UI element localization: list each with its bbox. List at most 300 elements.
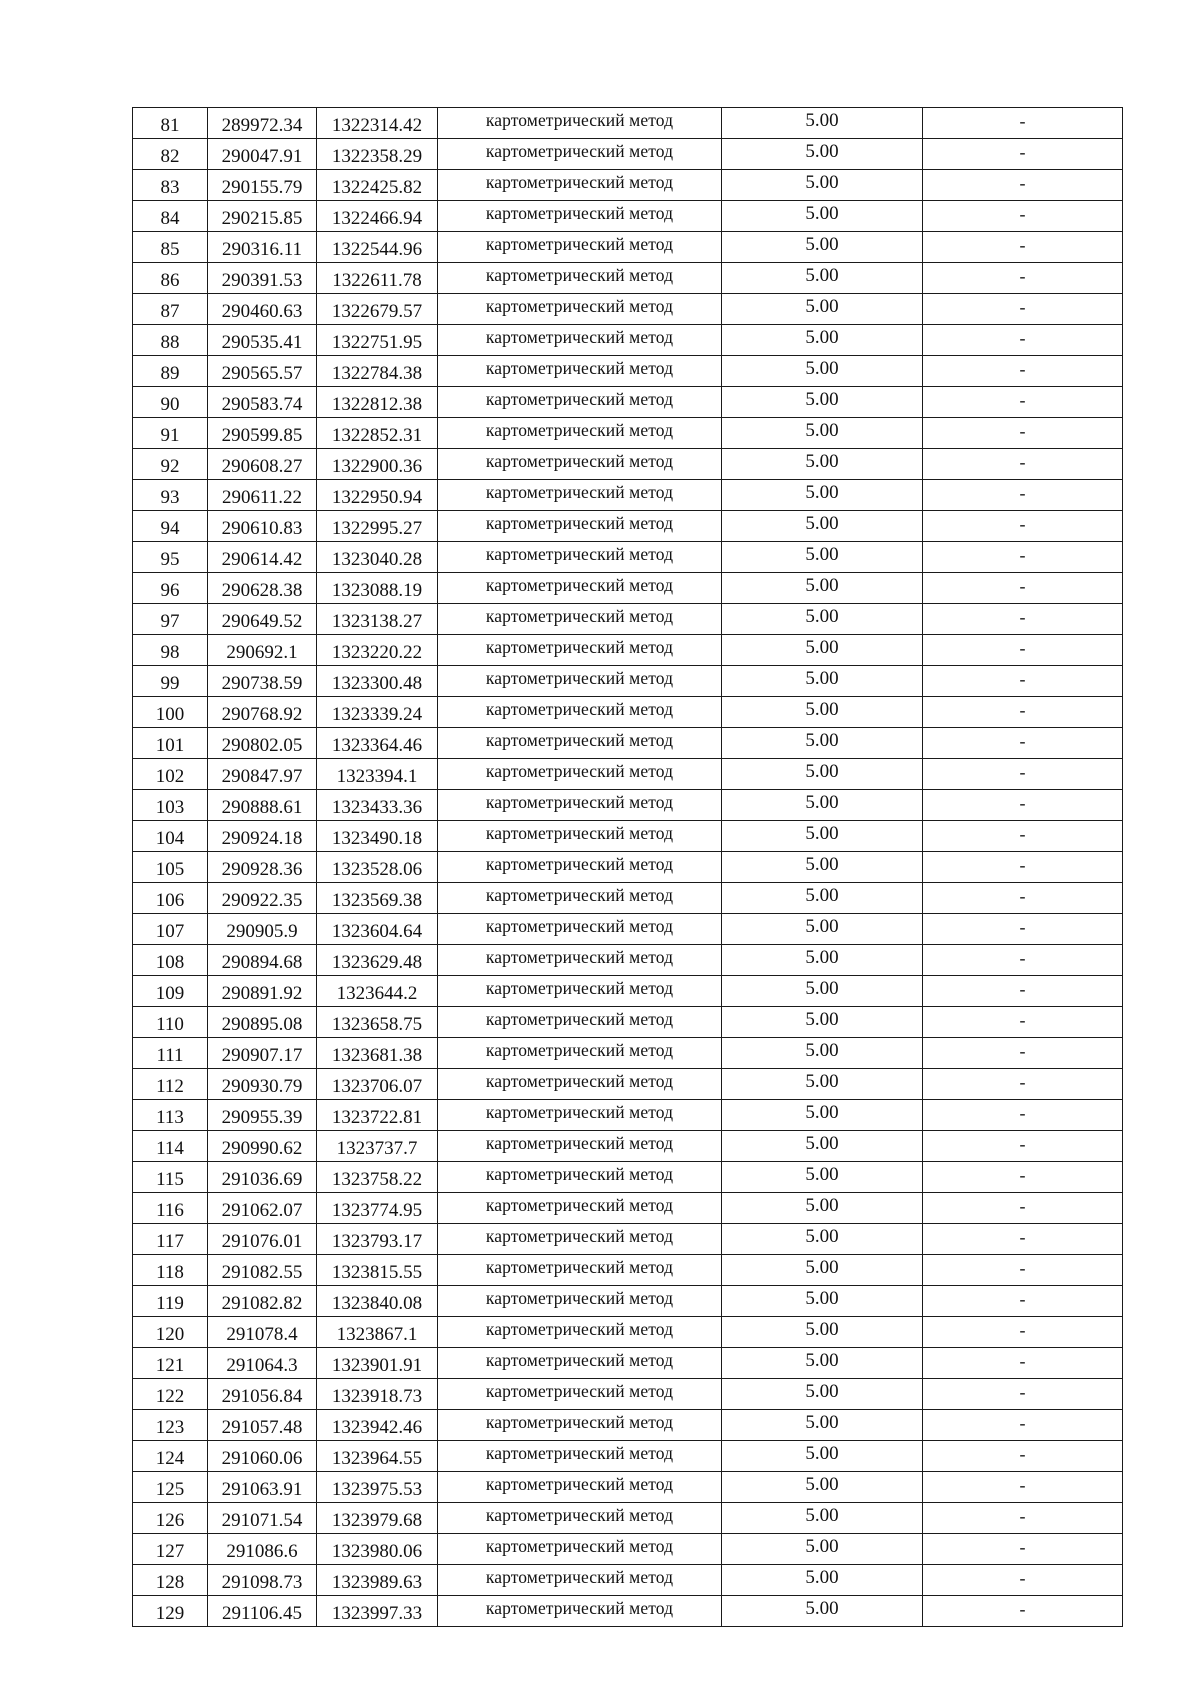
- cell-text: 5.00: [805, 1380, 839, 1402]
- x-coordinate-cell: [208, 883, 317, 914]
- point-number-cell: [133, 1131, 208, 1162]
- cell-text: 1323867.1: [336, 1323, 418, 1345]
- cell-text: 1322358.29: [331, 145, 423, 167]
- note-cell: [923, 1534, 1123, 1565]
- table-row: [133, 976, 1123, 1007]
- note-cell: [923, 976, 1123, 1007]
- cell-text: 5.00: [805, 1349, 839, 1371]
- x-coordinate-cell: [208, 1534, 317, 1565]
- point-number-cell: [133, 1100, 208, 1131]
- note-cell: [923, 1007, 1123, 1038]
- table-row: [133, 1472, 1123, 1503]
- table-row: [133, 914, 1123, 945]
- note-cell: [923, 418, 1123, 449]
- cell-text: 290614.42: [221, 548, 303, 570]
- cell-text: картометрический метод: [485, 575, 674, 596]
- accuracy-cell: [722, 1441, 923, 1472]
- note-cell: [923, 790, 1123, 821]
- method-cell: [438, 1596, 722, 1627]
- cell-text: картометрический метод: [485, 234, 674, 255]
- accuracy-cell: [722, 914, 923, 945]
- cell-text: 1323840.08: [331, 1292, 423, 1314]
- x-coordinate-cell: [208, 1069, 317, 1100]
- accuracy-cell: [722, 1410, 923, 1441]
- note-cell: [923, 1596, 1123, 1627]
- point-number-cell: [133, 511, 208, 542]
- table-row: [133, 263, 1123, 294]
- x-coordinate-cell: [208, 635, 317, 666]
- note-cell: [923, 883, 1123, 914]
- cell-text: -: [1019, 452, 1026, 472]
- cell-text: 1323706.07: [331, 1075, 423, 1097]
- cell-text: картометрический метод: [485, 172, 674, 193]
- y-coordinate-cell: [317, 635, 438, 666]
- cell-text: картометрический метод: [485, 916, 674, 937]
- cell-text: 1323658.75: [331, 1013, 423, 1035]
- cell-text: -: [1019, 173, 1026, 193]
- cell-text: 1323364.46: [331, 734, 423, 756]
- cell-text: 93: [160, 486, 180, 508]
- accuracy-cell: [722, 418, 923, 449]
- x-coordinate-cell: [208, 201, 317, 232]
- y-coordinate-cell: [317, 542, 438, 573]
- cell-text: картометрический метод: [485, 699, 674, 720]
- point-number-cell: [133, 635, 208, 666]
- method-cell: [438, 294, 722, 325]
- table-row: [133, 697, 1123, 728]
- cell-text: 122: [155, 1385, 185, 1407]
- cell-text: 113: [156, 1106, 184, 1128]
- cell-text: -: [1019, 111, 1026, 131]
- accuracy-cell: [722, 201, 923, 232]
- method-cell: [438, 1317, 722, 1348]
- cell-text: 85: [160, 238, 180, 260]
- point-number-cell: [133, 728, 208, 759]
- cell-text: 5.00: [805, 512, 839, 534]
- accuracy-cell: [722, 1286, 923, 1317]
- cell-text: 1323339.24: [331, 703, 423, 725]
- cell-text: 290316.11: [221, 238, 303, 260]
- cell-text: 5.00: [805, 574, 839, 596]
- point-number-cell: [133, 170, 208, 201]
- method-cell: [438, 1348, 722, 1379]
- cell-text: 82: [160, 145, 180, 167]
- cell-text: 5.00: [805, 357, 839, 379]
- method-cell: [438, 1503, 722, 1534]
- cell-text: 5.00: [805, 853, 839, 875]
- cell-text: 108: [155, 951, 185, 973]
- cell-text: 1322900.36: [331, 455, 423, 477]
- cell-text: 5.00: [805, 1504, 839, 1526]
- cell-text: -: [1019, 1537, 1026, 1557]
- table-row: [133, 821, 1123, 852]
- y-coordinate-cell: [317, 232, 438, 263]
- note-cell: [923, 1503, 1123, 1534]
- method-cell: [438, 1565, 722, 1596]
- cell-text: 5.00: [805, 1101, 839, 1123]
- method-cell: [438, 232, 722, 263]
- cell-text: -: [1019, 328, 1026, 348]
- cell-text: 1322544.96: [331, 238, 423, 260]
- cell-text: 290930.79: [221, 1075, 303, 1097]
- accuracy-cell: [722, 170, 923, 201]
- point-number-cell: [133, 1193, 208, 1224]
- y-coordinate-cell: [317, 1131, 438, 1162]
- note-cell: [923, 1410, 1123, 1441]
- cell-text: 5.00: [805, 140, 839, 162]
- table-row: [133, 1503, 1123, 1534]
- accuracy-cell: [722, 356, 923, 387]
- x-coordinate-cell: [208, 728, 317, 759]
- method-cell: [438, 511, 722, 542]
- cell-text: -: [1019, 1506, 1026, 1526]
- y-coordinate-cell: [317, 1565, 438, 1596]
- y-coordinate-cell: [317, 1441, 438, 1472]
- method-cell: [438, 1410, 722, 1441]
- cell-text: 5.00: [805, 481, 839, 503]
- point-number-cell: [133, 1565, 208, 1596]
- y-coordinate-cell: [317, 1255, 438, 1286]
- note-cell: [923, 325, 1123, 356]
- cell-text: -: [1019, 979, 1026, 999]
- cell-text: -: [1019, 669, 1026, 689]
- y-coordinate-cell: [317, 666, 438, 697]
- y-coordinate-cell: [317, 387, 438, 418]
- accuracy-cell: [722, 821, 923, 852]
- point-number-cell: [133, 480, 208, 511]
- cell-text: -: [1019, 1196, 1026, 1216]
- x-coordinate-cell: [208, 1038, 317, 1069]
- point-number-cell: [133, 1472, 208, 1503]
- coordinates-table-body: [133, 108, 1123, 1627]
- cell-text: 124: [155, 1447, 185, 1469]
- cell-text: 88: [160, 331, 180, 353]
- point-number-cell: [133, 604, 208, 635]
- point-number-cell: [133, 666, 208, 697]
- cell-text: 100: [155, 703, 185, 725]
- cell-text: 1323629.48: [331, 951, 423, 973]
- point-number-cell: [133, 1317, 208, 1348]
- table-row: [133, 728, 1123, 759]
- cell-text: 290610.83: [221, 517, 303, 539]
- note-cell: [923, 635, 1123, 666]
- accuracy-cell: [722, 573, 923, 604]
- cell-text: 5.00: [805, 1318, 839, 1340]
- cell-text: 5.00: [805, 915, 839, 937]
- cell-text: 128: [155, 1571, 185, 1593]
- cell-text: картометрический метод: [485, 854, 674, 875]
- y-coordinate-cell: [317, 139, 438, 170]
- x-coordinate-cell: [208, 914, 317, 945]
- accuracy-cell: [722, 1534, 923, 1565]
- accuracy-cell: [722, 325, 923, 356]
- x-coordinate-cell: [208, 790, 317, 821]
- cell-text: 290599.85: [221, 424, 303, 446]
- note-cell: [923, 852, 1123, 883]
- x-coordinate-cell: [208, 1441, 317, 1472]
- x-coordinate-cell: [208, 418, 317, 449]
- note-cell: [923, 1162, 1123, 1193]
- accuracy-cell: [722, 542, 923, 573]
- cell-text: 123: [155, 1416, 185, 1438]
- cell-text: 5.00: [805, 977, 839, 999]
- point-number-cell: [133, 1410, 208, 1441]
- cell-text: 118: [156, 1261, 184, 1283]
- table-row: [133, 387, 1123, 418]
- note-cell: [923, 1441, 1123, 1472]
- y-coordinate-cell: [317, 480, 438, 511]
- cell-text: 1322812.38: [331, 393, 423, 415]
- table-row: [133, 604, 1123, 635]
- cell-text: -: [1019, 886, 1026, 906]
- cell-text: 106: [155, 889, 185, 911]
- cell-text: 291060.06: [221, 1447, 303, 1469]
- method-cell: [438, 263, 722, 294]
- table-row: [133, 1441, 1123, 1472]
- point-number-cell: [133, 1286, 208, 1317]
- cell-text: -: [1019, 266, 1026, 286]
- cell-text: 120: [155, 1323, 185, 1345]
- cell-text: 5.00: [805, 202, 839, 224]
- table-row: [133, 1255, 1123, 1286]
- cell-text: 5.00: [805, 233, 839, 255]
- cell-text: 5.00: [805, 1535, 839, 1557]
- point-number-cell: [133, 325, 208, 356]
- cell-text: 96: [160, 579, 180, 601]
- cell-text: 1323758.22: [331, 1168, 423, 1190]
- cell-text: 291082.82: [221, 1292, 303, 1314]
- cell-text: -: [1019, 235, 1026, 255]
- x-coordinate-cell: [208, 759, 317, 790]
- accuracy-cell: [722, 108, 923, 139]
- cell-text: 117: [156, 1230, 184, 1252]
- note-cell: [923, 449, 1123, 480]
- point-number-cell: [133, 1534, 208, 1565]
- cell-text: -: [1019, 1041, 1026, 1061]
- cell-text: 1323989.63: [331, 1571, 423, 1593]
- accuracy-cell: [722, 728, 923, 759]
- accuracy-cell: [722, 1348, 923, 1379]
- y-coordinate-cell: [317, 108, 438, 139]
- cell-text: -: [1019, 1599, 1026, 1619]
- y-coordinate-cell: [317, 1503, 438, 1534]
- table-row: [133, 1131, 1123, 1162]
- x-coordinate-cell: [208, 325, 317, 356]
- cell-text: 5.00: [805, 698, 839, 720]
- y-coordinate-cell: [317, 263, 438, 294]
- cell-text: 291071.54: [221, 1509, 303, 1531]
- note-cell: [923, 263, 1123, 294]
- accuracy-cell: [722, 480, 923, 511]
- point-number-cell: [133, 542, 208, 573]
- cell-text: 291056.84: [221, 1385, 303, 1407]
- table-row: [133, 635, 1123, 666]
- cell-text: 291078.4: [226, 1323, 298, 1345]
- cell-text: -: [1019, 1382, 1026, 1402]
- y-coordinate-cell: [317, 1193, 438, 1224]
- y-coordinate-cell: [317, 976, 438, 1007]
- cell-text: 5.00: [805, 667, 839, 689]
- x-coordinate-cell: [208, 1317, 317, 1348]
- cell-text: 116: [156, 1199, 184, 1221]
- table-row: [133, 170, 1123, 201]
- accuracy-cell: [722, 604, 923, 635]
- table-row: [133, 883, 1123, 914]
- x-coordinate-cell: [208, 232, 317, 263]
- x-coordinate-cell: [208, 263, 317, 294]
- cell-text: 5.00: [805, 1194, 839, 1216]
- y-coordinate-cell: [317, 728, 438, 759]
- cell-text: картометрический метод: [485, 668, 674, 689]
- accuracy-cell: [722, 1162, 923, 1193]
- y-coordinate-cell: [317, 1100, 438, 1131]
- cell-text: 5.00: [805, 326, 839, 348]
- x-coordinate-cell: [208, 1503, 317, 1534]
- cell-text: картометрический метод: [485, 1319, 674, 1340]
- method-cell: [438, 573, 722, 604]
- cell-text: -: [1019, 1103, 1026, 1123]
- y-coordinate-cell: [317, 1286, 438, 1317]
- cell-text: 99: [160, 672, 180, 694]
- cell-text: картометрический метод: [485, 327, 674, 348]
- note-cell: [923, 542, 1123, 573]
- cell-text: -: [1019, 359, 1026, 379]
- cell-text: -: [1019, 297, 1026, 317]
- y-coordinate-cell: [317, 790, 438, 821]
- accuracy-cell: [722, 1131, 923, 1162]
- note-cell: [923, 232, 1123, 263]
- note-cell: [923, 1100, 1123, 1131]
- cell-text: -: [1019, 1289, 1026, 1309]
- table-row: [133, 108, 1123, 139]
- cell-text: 5.00: [805, 388, 839, 410]
- cell-text: картометрический метод: [485, 1164, 674, 1185]
- point-number-cell: [133, 201, 208, 232]
- cell-text: 5.00: [805, 605, 839, 627]
- method-cell: [438, 790, 722, 821]
- point-number-cell: [133, 914, 208, 945]
- y-coordinate-cell: [317, 604, 438, 635]
- method-cell: [438, 976, 722, 1007]
- cell-text: 5.00: [805, 1225, 839, 1247]
- point-number-cell: [133, 263, 208, 294]
- y-coordinate-cell: [317, 1534, 438, 1565]
- cell-text: 290928.36: [221, 858, 303, 880]
- note-cell: [923, 573, 1123, 604]
- accuracy-cell: [722, 1472, 923, 1503]
- cell-text: 110: [156, 1013, 184, 1035]
- cell-text: картометрический метод: [485, 1133, 674, 1154]
- method-cell: [438, 542, 722, 573]
- cell-text: картометрический метод: [485, 203, 674, 224]
- method-cell: [438, 1131, 722, 1162]
- cell-text: 1322679.57: [331, 300, 423, 322]
- cell-text: 291062.07: [221, 1199, 303, 1221]
- cell-text: -: [1019, 1072, 1026, 1092]
- point-number-cell: [133, 1379, 208, 1410]
- cell-text: 290565.57: [221, 362, 303, 384]
- accuracy-cell: [722, 1503, 923, 1534]
- note-cell: [923, 511, 1123, 542]
- method-cell: [438, 325, 722, 356]
- x-coordinate-cell: [208, 697, 317, 728]
- point-number-cell: [133, 418, 208, 449]
- x-coordinate-cell: [208, 1472, 317, 1503]
- cell-text: 289972.34: [221, 114, 303, 136]
- accuracy-cell: [722, 511, 923, 542]
- cell-text: 103: [155, 796, 185, 818]
- x-coordinate-cell: [208, 852, 317, 883]
- y-coordinate-cell: [317, 325, 438, 356]
- accuracy-cell: [722, 1224, 923, 1255]
- cell-text: 290905.9: [226, 920, 298, 942]
- cell-text: 5.00: [805, 729, 839, 751]
- cell-text: -: [1019, 607, 1026, 627]
- cell-text: 290155.79: [221, 176, 303, 198]
- x-coordinate-cell: [208, 170, 317, 201]
- point-number-cell: [133, 976, 208, 1007]
- note-cell: [923, 914, 1123, 945]
- y-coordinate-cell: [317, 914, 438, 945]
- method-cell: [438, 449, 722, 480]
- point-number-cell: [133, 232, 208, 263]
- cell-text: -: [1019, 1320, 1026, 1340]
- method-cell: [438, 1162, 722, 1193]
- note-cell: [923, 1038, 1123, 1069]
- point-number-cell: [133, 108, 208, 139]
- cell-text: картометрический метод: [485, 1474, 674, 1495]
- cell-text: 1323569.38: [331, 889, 423, 911]
- note-cell: [923, 139, 1123, 170]
- cell-text: 290891.92: [221, 982, 303, 1004]
- cell-text: картометрический метод: [485, 1288, 674, 1309]
- cell-text: 290692.1: [226, 641, 298, 663]
- cell-text: 290460.63: [221, 300, 303, 322]
- cell-text: 1323942.46: [331, 1416, 423, 1438]
- cell-text: -: [1019, 390, 1026, 410]
- y-coordinate-cell: [317, 170, 438, 201]
- x-coordinate-cell: [208, 1596, 317, 1627]
- cell-text: 5.00: [805, 1008, 839, 1030]
- cell-text: 5.00: [805, 1473, 839, 1495]
- method-cell: [438, 1534, 722, 1565]
- cell-text: 92: [160, 455, 180, 477]
- point-number-cell: [133, 821, 208, 852]
- cell-text: -: [1019, 917, 1026, 937]
- note-cell: [923, 1379, 1123, 1410]
- cell-text: 1323490.18: [331, 827, 423, 849]
- accuracy-cell: [722, 1069, 923, 1100]
- method-cell: [438, 635, 722, 666]
- table-row: [133, 1348, 1123, 1379]
- cell-text: 290924.18: [221, 827, 303, 849]
- cell-text: 5.00: [805, 884, 839, 906]
- cell-text: картометрический метод: [485, 451, 674, 472]
- x-coordinate-cell: [208, 821, 317, 852]
- cell-text: 94: [160, 517, 180, 539]
- cell-text: 5.00: [805, 419, 839, 441]
- note-cell: [923, 1193, 1123, 1224]
- note-cell: [923, 480, 1123, 511]
- cell-text: 290608.27: [221, 455, 303, 477]
- note-cell: [923, 697, 1123, 728]
- note-cell: [923, 604, 1123, 635]
- x-coordinate-cell: [208, 1410, 317, 1441]
- table-row: [133, 201, 1123, 232]
- note-cell: [923, 1255, 1123, 1286]
- cell-text: 5.00: [805, 760, 839, 782]
- method-cell: [438, 1255, 722, 1286]
